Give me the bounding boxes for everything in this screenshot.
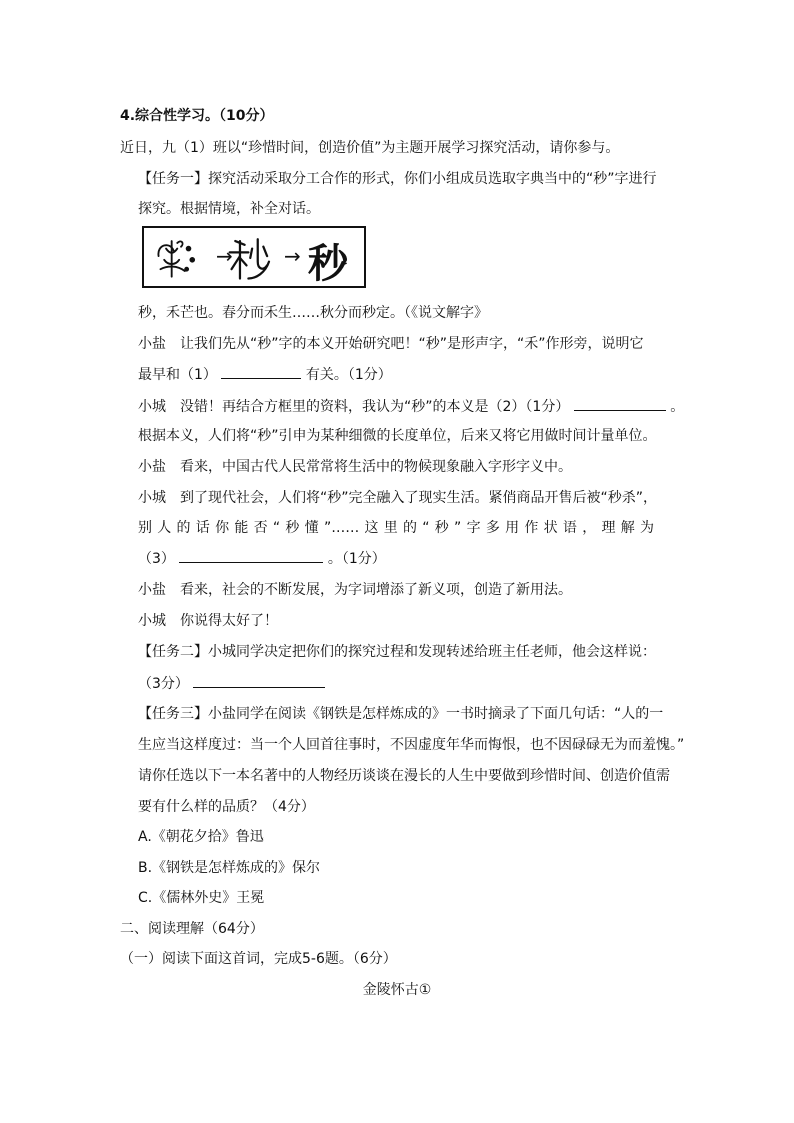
- dialogue-2-suffix: 。: [670, 399, 685, 415]
- poem-title: 金陵怀古①: [362, 982, 432, 998]
- task3-line2: 生应当这样度过：当一个人回首往事时，不因虚度年华而悔恨，也不因碌碌无为而羞愧。”: [138, 737, 685, 753]
- seal-script-character-icon: [230, 239, 269, 278]
- task2-line2: [138, 673, 325, 694]
- dialogue-6: 小城 你说得太好了！: [138, 613, 278, 629]
- option-c: C.《儒林外史》王冕: [138, 890, 265, 906]
- dialogue-4-line1: 小城 到了现代社会，人们将“秒”完全融入了现实生活。紧俏商品开售后被“秒杀”，: [138, 490, 658, 506]
- ancient-seal-character-icon: [158, 241, 194, 277]
- dialogue-4-line2: 别人的话你能否“秒懂”……这里的“秒”字多用作状语，理解为: [138, 520, 654, 536]
- task1-line1: 【任务一】探究活动采取分工合作的形式，你们小组成员选取字典当中的“秒”字进行: [138, 171, 657, 187]
- answer-blank-1[interactable]: [221, 364, 301, 379]
- dialogue-5: 小盐 看来，社会的不断发展，为字词增添了新义项，创造了新用法。: [138, 582, 572, 598]
- task1-line2: 探究。根据情境，补全对话。: [138, 201, 320, 217]
- option-b: B.《钢铁是怎样炼成的》保尔: [138, 860, 321, 876]
- dialogue-1-line2: [138, 364, 392, 385]
- dialogue-4-line3: [138, 548, 386, 569]
- question-4-title: 4.综合性学习。（10分）: [120, 108, 274, 124]
- task3-line3: 请你任选以下一本名著中的人物经历谈谈在漫长的人生中要做到珍惜时间、创造价值需: [138, 768, 670, 784]
- answer-blank-task2[interactable]: [193, 673, 325, 688]
- task3-line4: 要有什么样的品质？（4分）: [138, 799, 315, 815]
- dialogue-1-line1: 小盐 让我们先从“秒”字的本义开始研究吧！“秒”是形声字，“禾”作形旁，说明它: [138, 336, 644, 352]
- section-2-title: 二、阅读理解（64分）: [120, 921, 264, 937]
- dialogue-2-prefix: 小城 没错！再结合方框里的资料，我认为“秒”的本义是（2）（1分）: [138, 399, 570, 415]
- arrow-1: →: [216, 244, 233, 268]
- question-4-intro: 近日，九（1）班以“珍惜时间，创造价值”为主题开展学习探究活动，请你参与。: [120, 140, 620, 156]
- option-a: A.《朝花夕拾》鲁迅: [138, 829, 264, 845]
- arrow-2: →: [284, 244, 301, 268]
- dialogue-3: 小盐 看来，中国古代人民常常将生活中的物候现象融入字形字义中。: [138, 459, 572, 475]
- shuowen-quote: 秒，禾芒也。春分而禾生……秋分而秒定。（《说文解字》: [138, 305, 488, 321]
- character-evolution-box: [142, 226, 366, 288]
- task3-line1: 【任务三】小盐同学在阅读《钢铁是怎样炼成的》一书时摘录了下面几句话：“人的一: [138, 706, 664, 722]
- section-2-part-1: （一）阅读下面这首词，完成5-6题。（6分）: [120, 951, 397, 967]
- dialogue-4-prefix: （3）: [138, 551, 175, 567]
- dialogue-1-suffix: 有关。（1分）: [305, 367, 392, 383]
- dialogue-2-line2: 根据本义，人们将“秒”引申为某种细微的长度单位，后来又将它用做时间计量单位。: [138, 428, 657, 444]
- answer-blank-3[interactable]: [179, 548, 323, 563]
- dialogue-2-line1: [138, 396, 684, 417]
- regular-script-character: 秒: [308, 240, 348, 287]
- dialogue-1-prefix: 最早和（1）: [138, 367, 217, 383]
- task2-score: （3分）: [138, 676, 189, 692]
- task2-line1: 【任务二】小城同学决定把你们的探究过程和发现转述给班主任老师，他会这样说：: [138, 644, 656, 660]
- answer-blank-2[interactable]: [574, 396, 666, 411]
- dialogue-4-suffix: 。（1分）: [327, 551, 386, 567]
